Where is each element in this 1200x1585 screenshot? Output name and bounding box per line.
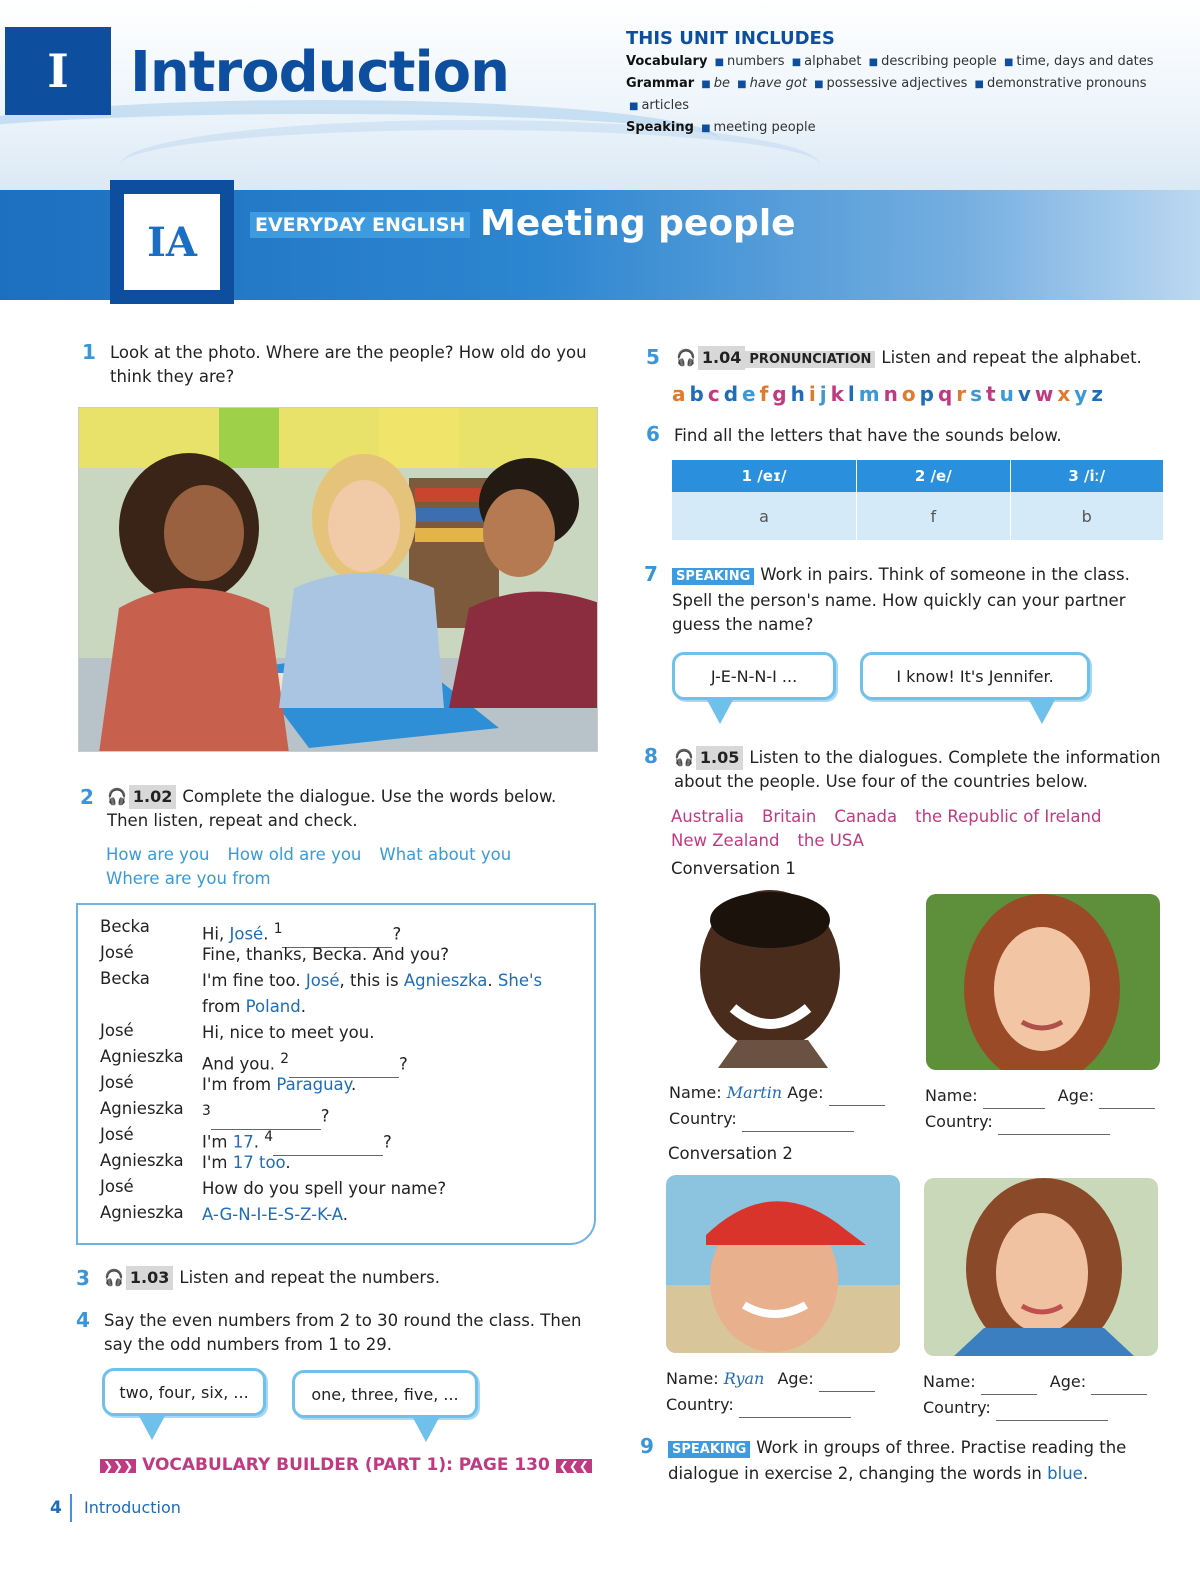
speaker: Agnieszka bbox=[100, 1151, 184, 1170]
exercise-8-text bbox=[674, 746, 1174, 794]
headphones-icon: 🎧 bbox=[674, 748, 694, 767]
text: . bbox=[351, 1075, 357, 1094]
text: . bbox=[342, 1205, 349, 1224]
dialogue-line bbox=[202, 968, 582, 1020]
text: I'm from bbox=[202, 1075, 277, 1094]
name-label: Name: bbox=[669, 1083, 722, 1102]
word-option: Where are you from bbox=[106, 869, 271, 888]
alphabet-letter: m bbox=[858, 382, 884, 406]
person-3-fields bbox=[666, 1366, 906, 1418]
grammar-item: demonstrative pronouns bbox=[987, 76, 1147, 91]
exercise-number: 2 bbox=[80, 785, 94, 809]
lesson-code-box bbox=[110, 180, 234, 304]
table-header-row bbox=[672, 460, 1164, 492]
text: . bbox=[300, 997, 306, 1016]
country-option: the USA bbox=[797, 831, 864, 850]
country-option: Britain bbox=[762, 807, 817, 826]
age-label: Age: bbox=[1057, 1086, 1095, 1105]
country-label: Country: bbox=[666, 1395, 734, 1414]
text: I'm bbox=[202, 1132, 233, 1152]
bubble-tail bbox=[138, 1414, 166, 1440]
headphones-icon: 🎧 bbox=[104, 1268, 124, 1287]
alphabet-letter: e bbox=[742, 382, 760, 406]
exercise-2-instructions: Complete the dialogue. Use the words below. Then listen, repeat and check. bbox=[107, 787, 557, 830]
grammar-line: Grammar ■ be ■ have got ■ possessive adjectives ■ demonstrative pronouns ■ articles bbox=[626, 76, 1147, 113]
bubble-tail bbox=[706, 698, 734, 724]
speaking-tag: SPEAKING bbox=[668, 1441, 750, 1458]
alphabet-letter: i bbox=[808, 382, 820, 406]
person-2-fields bbox=[925, 1083, 1185, 1135]
unit-title: Introduction bbox=[130, 40, 510, 105]
exercise-5-instructions: Listen and repeat the alphabet. bbox=[881, 348, 1142, 367]
age-field[interactable] bbox=[829, 1090, 885, 1106]
portrait-photo bbox=[666, 1175, 900, 1353]
speaker: José bbox=[100, 1177, 134, 1196]
alphabet-letter: n bbox=[883, 382, 902, 406]
exercise-number: 8 bbox=[644, 744, 658, 768]
country-option: New Zealand bbox=[671, 831, 780, 850]
word-option: What about you bbox=[379, 845, 512, 864]
bubble-tail bbox=[1028, 698, 1056, 724]
gap-number: 2 bbox=[280, 1051, 290, 1067]
name-answer: Ryan bbox=[723, 1369, 765, 1388]
text: from bbox=[202, 997, 246, 1016]
speaker: Becka bbox=[100, 917, 150, 936]
text: . bbox=[253, 1132, 265, 1152]
portrait-photo bbox=[926, 894, 1160, 1070]
text: And you. bbox=[202, 1054, 281, 1074]
text: , this is bbox=[339, 971, 404, 990]
sounds-table bbox=[672, 460, 1164, 540]
vocabulary-line: Vocabulary ■ numbers ■ alphabet ■ describing people ■ time, days and dates bbox=[626, 54, 1154, 69]
alphabet-letter: x bbox=[1057, 382, 1075, 406]
speech-bubble: one, three, five, ... bbox=[292, 1370, 478, 1418]
alphabet-letter: g bbox=[772, 382, 791, 406]
vocabulary-builder-text: VOCABULARY BUILDER (PART 1): PAGE 130 bbox=[142, 1455, 550, 1475]
exercise-7-instructions: Work in pairs. Think of someone in the class. Spell the person's name. How quickly can your partner guess the name? bbox=[672, 565, 1130, 634]
speaking-line: Speaking ■ meeting people bbox=[626, 120, 816, 135]
alphabet-letter: h bbox=[790, 382, 809, 406]
text: I'm bbox=[202, 1153, 233, 1172]
alphabet-letter: t bbox=[986, 382, 1000, 406]
exercise-7-text bbox=[672, 563, 1172, 637]
text: José bbox=[305, 971, 340, 990]
arrow-right-icon: ❯❯❯ bbox=[100, 1459, 136, 1473]
name-label: Name: bbox=[666, 1369, 719, 1388]
alphabet-letter: j bbox=[819, 382, 831, 406]
word-box bbox=[106, 843, 586, 891]
text: . bbox=[285, 1153, 291, 1172]
alphabet-letter: l bbox=[847, 382, 859, 406]
vocab-item: describing people bbox=[881, 54, 997, 69]
country-field[interactable] bbox=[739, 1402, 851, 1418]
audio-track: 1.05 bbox=[696, 746, 743, 770]
audio-track: 1.04 bbox=[698, 346, 745, 370]
alphabet-letter: c bbox=[707, 382, 724, 406]
table-cell[interactable]: f bbox=[857, 492, 1010, 540]
alphabet-letter: r bbox=[956, 382, 971, 406]
column-header: 1 /eɪ/ bbox=[672, 460, 857, 492]
speaker: José bbox=[100, 1073, 134, 1092]
exercise-number: 5 bbox=[646, 345, 660, 369]
gap-number: 1 bbox=[273, 921, 283, 937]
speaking-item: meeting people bbox=[713, 120, 816, 135]
table-cell[interactable]: a bbox=[672, 492, 857, 540]
text: Agnieszka bbox=[403, 971, 488, 990]
word-option: How old are you bbox=[227, 845, 362, 864]
dialogue-line bbox=[202, 1072, 582, 1098]
blue-word: blue bbox=[1047, 1464, 1083, 1483]
word-option: How are you bbox=[106, 845, 210, 864]
country-label: Country: bbox=[923, 1398, 991, 1417]
grammar-item: possessive adjectives bbox=[826, 76, 968, 91]
pronunciation-tag: PRONUNCIATION bbox=[745, 351, 875, 368]
person-1-fields bbox=[669, 1080, 909, 1132]
age-label: Age: bbox=[1049, 1372, 1087, 1391]
text: A-G-N-I-E-S-Z-K-A bbox=[202, 1205, 343, 1224]
grammar-item: have got bbox=[749, 76, 807, 91]
name-answer: Martin bbox=[726, 1083, 783, 1102]
exercise-3-instructions: Listen and repeat the numbers. bbox=[179, 1268, 440, 1287]
vocab-item: alphabet bbox=[804, 54, 862, 69]
age-field[interactable] bbox=[1091, 1379, 1147, 1395]
country-label: Country: bbox=[669, 1109, 737, 1128]
speaker: Agnieszka bbox=[100, 1047, 184, 1066]
portrait-photo bbox=[924, 1178, 1158, 1356]
text: . bbox=[487, 971, 498, 990]
exercise-number: 3 bbox=[76, 1266, 90, 1290]
gap-number: 3 bbox=[202, 1103, 211, 1119]
alphabet-letter: f bbox=[759, 382, 773, 406]
headphones-icon: 🎧 bbox=[107, 787, 127, 806]
speaker: Agnieszka bbox=[100, 1099, 184, 1118]
text: ? bbox=[392, 924, 402, 944]
vocabulary-label: Vocabulary bbox=[626, 54, 708, 69]
table-cell[interactable]: b bbox=[1010, 492, 1163, 540]
speaker: José bbox=[100, 1125, 134, 1144]
alphabet-letter: d bbox=[723, 382, 743, 406]
table-row bbox=[672, 492, 1164, 540]
vocab-item: numbers bbox=[727, 54, 785, 69]
unit-number: I bbox=[47, 44, 69, 98]
footer-divider bbox=[70, 1494, 72, 1522]
lesson-code: IA bbox=[124, 194, 220, 290]
headphones-icon: 🎧 bbox=[676, 348, 696, 367]
alphabet-letter: a bbox=[672, 382, 690, 406]
speaker: Becka bbox=[100, 969, 150, 988]
vocab-item: time, days and dates bbox=[1016, 54, 1154, 69]
alphabet-letter: v bbox=[1017, 382, 1035, 406]
country-field[interactable] bbox=[998, 1119, 1110, 1135]
bubble-tail bbox=[412, 1416, 440, 1442]
country-field[interactable] bbox=[742, 1116, 854, 1132]
exercise-number: 7 bbox=[644, 562, 658, 586]
exercise-number: 1 bbox=[82, 340, 96, 364]
text: She's bbox=[497, 971, 543, 990]
age-field[interactable] bbox=[819, 1376, 875, 1392]
alphabet-letter: u bbox=[999, 382, 1018, 406]
exercise-5-text bbox=[676, 346, 1176, 372]
exercise-6-text: Find all the letters that have the sounds below. bbox=[674, 426, 1062, 445]
alphabet-letter: w bbox=[1034, 382, 1058, 406]
speaker: José bbox=[100, 1021, 134, 1040]
dialogue-line: Hi, nice to meet you. bbox=[202, 1023, 375, 1042]
country-field[interactable] bbox=[996, 1405, 1108, 1421]
alphabet-letter: q bbox=[937, 382, 957, 406]
speaker: José bbox=[100, 943, 134, 962]
audio-track: 1.03 bbox=[126, 1266, 173, 1290]
country-label: Country: bbox=[925, 1112, 993, 1131]
column-header: 3 /iː/ bbox=[1010, 460, 1163, 492]
footer-section: Introduction bbox=[84, 1498, 181, 1517]
text: José bbox=[229, 924, 264, 944]
exercise-4-text: Say the even numbers from 2 to 30 round the class. Then say the odd numbers from 1 to 29. bbox=[104, 1311, 582, 1354]
name-field[interactable] bbox=[983, 1093, 1045, 1109]
grammar-item: articles bbox=[641, 98, 690, 113]
unit-number-box bbox=[5, 27, 111, 115]
text: ? bbox=[320, 1106, 330, 1126]
age-label: Age: bbox=[777, 1369, 814, 1388]
exercise-3-text bbox=[104, 1266, 584, 1290]
speaking-tag: SPEAKING bbox=[672, 568, 754, 585]
alphabet-letter: z bbox=[1091, 382, 1107, 406]
text: Paraguay bbox=[276, 1075, 352, 1094]
text: . bbox=[263, 924, 274, 944]
period: . bbox=[1082, 1464, 1089, 1483]
age-label: Age: bbox=[787, 1083, 824, 1102]
exercise-number: 6 bbox=[646, 422, 660, 446]
alphabet-letter: y bbox=[1074, 382, 1092, 406]
exercise-8-instructions: Listen to the dialogues. Complete the information about the people. Use four of the countries below. bbox=[674, 748, 1161, 791]
arrow-left-icon: ❮❮❮ bbox=[556, 1459, 592, 1473]
conversation-heading: Conversation 1 bbox=[671, 859, 796, 878]
speech-bubble: two, four, six, ... bbox=[102, 1368, 266, 1416]
country-list bbox=[671, 805, 1171, 853]
exercise-1-text: Look at the photo. Where are the people? How old do you think they are? bbox=[110, 343, 587, 386]
portrait-photo bbox=[678, 890, 868, 1068]
audio-track: 1.02 bbox=[129, 785, 176, 809]
lesson-title: Meeting people bbox=[480, 203, 796, 244]
conversation-heading: Conversation 2 bbox=[668, 1144, 793, 1163]
exercise-9-instructions: Work in groups of three. Practise reading the dialogue in exercise 2, changing the words in bbox=[668, 1438, 1127, 1483]
country-option: Canada bbox=[834, 807, 898, 826]
speech-bubble: I know! It's Jennifer. bbox=[860, 652, 1090, 700]
includes-title: THIS UNIT INCLUDES bbox=[626, 28, 835, 49]
text: Poland bbox=[245, 997, 301, 1016]
alphabet-row bbox=[672, 382, 1107, 406]
students-photo bbox=[78, 407, 598, 752]
name-label: Name: bbox=[925, 1086, 978, 1105]
unit-includes bbox=[626, 28, 1186, 139]
text: Hi, bbox=[202, 924, 230, 944]
alphabet-letter: b bbox=[689, 382, 708, 406]
country-option: the Republic of Ireland bbox=[915, 807, 1102, 826]
vocabulary-builder-link[interactable] bbox=[100, 1455, 592, 1475]
exercise-number: 4 bbox=[76, 1308, 90, 1332]
text: ? bbox=[382, 1132, 392, 1152]
column-header: 2 /e/ bbox=[857, 460, 1010, 492]
text: ? bbox=[399, 1054, 408, 1074]
exercise-2-text bbox=[107, 785, 597, 833]
person-4-fields bbox=[923, 1369, 1183, 1421]
dialogue-line: How do you spell your name? bbox=[202, 1179, 447, 1198]
name-field[interactable] bbox=[981, 1379, 1037, 1395]
speaker: Agnieszka bbox=[100, 1203, 184, 1222]
text: 17 too bbox=[232, 1153, 286, 1172]
exercise-9-text bbox=[668, 1436, 1168, 1486]
page-number: 4 bbox=[50, 1498, 62, 1518]
grammar-label: Grammar bbox=[626, 76, 695, 91]
alphabet-letter: s bbox=[970, 382, 987, 406]
dialogue-line: Fine, thanks, Becka. And you? bbox=[202, 945, 450, 964]
speech-bubble: J-E-N-N-I ... bbox=[672, 652, 836, 700]
text: 17 bbox=[232, 1132, 254, 1152]
alphabet-letter: k bbox=[830, 382, 848, 406]
name-label: Name: bbox=[923, 1372, 976, 1391]
age-field[interactable] bbox=[1099, 1093, 1155, 1109]
alphabet-letter: p bbox=[919, 382, 938, 406]
country-option: Australia bbox=[671, 807, 744, 826]
grammar-item: be bbox=[713, 76, 730, 91]
exercise-number: 9 bbox=[640, 1434, 654, 1458]
text: I'm fine too. bbox=[202, 971, 306, 990]
dialogue-line bbox=[202, 1150, 582, 1176]
gap-number: 4 bbox=[264, 1129, 273, 1145]
speaking-label: Speaking bbox=[626, 120, 694, 135]
dialogue-line bbox=[202, 1202, 582, 1228]
alphabet-letter: o bbox=[901, 382, 920, 406]
everyday-english-tag: EVERYDAY ENGLISH bbox=[250, 212, 470, 238]
dialogue-box bbox=[76, 903, 596, 1245]
